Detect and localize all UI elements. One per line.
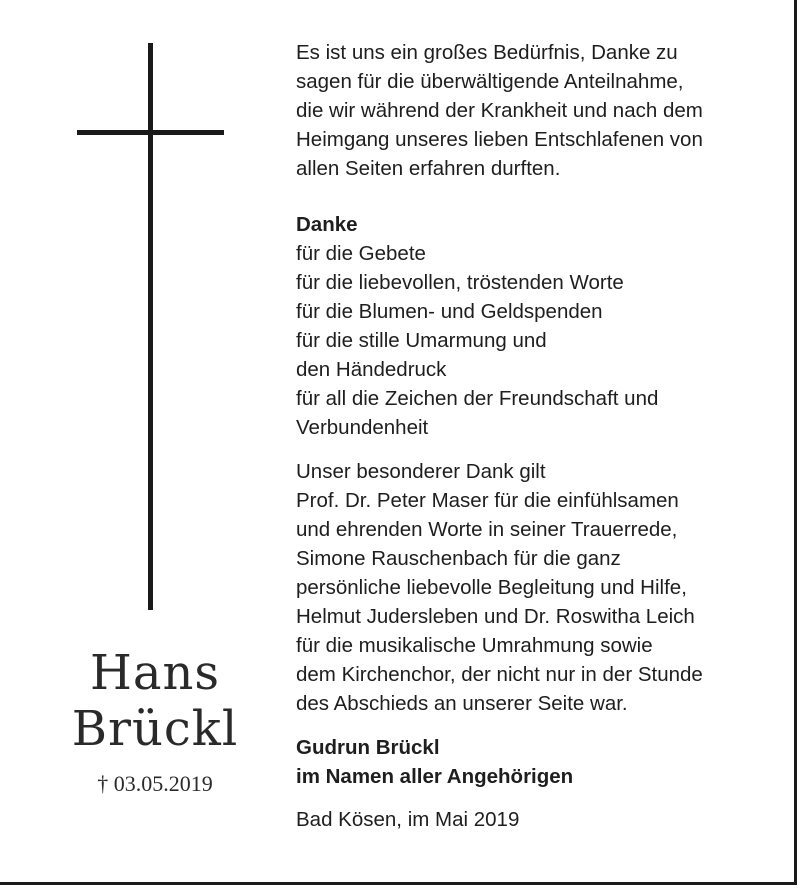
danke-item: für die Blumen- und Geldspenden [296,300,603,323]
danke-heading: Danke [296,213,358,236]
danke-item: für all die Zeichen der Freundschaft und [296,387,659,410]
thanks-line: und ehrenden Worte in seiner Trauerrede, [296,518,678,541]
danke-item: den Händedruck [296,358,447,381]
danke-item: für die liebevollen, tröstenden Worte [296,271,624,294]
thank-you-text [296,38,786,834]
deceased-name-block [40,645,270,797]
thanks-line: Prof. Dr. Peter Maser für die einfühlsamen [296,489,679,512]
thanks-line: persönliche liebevolle Begleitung und Hilfe, [296,576,687,599]
thanks-line: dem Kirchenchor, der nicht nur in der Stunde [296,663,703,686]
danke-item: für die stille Umarmung und [296,329,547,352]
intro-line: Es ist uns ein großes Bedürfnis, Danke zu [296,41,678,64]
thanks-line: für die musikalische Umrahmung sowie [296,634,653,657]
signature-name: Gudrun Brückl [296,736,440,759]
thanks-line: Simone Rauschenbach für die ganz [296,547,621,570]
cross-icon-vertical-bar [148,43,153,610]
deceased-last-name: Brückl [71,701,239,757]
thanks-line: Helmut Judersleben und Dr. Roswitha Leich [296,605,695,628]
signature-subline: im Namen aller Angehörigen [296,765,574,788]
danke-item: Verbundenheit [296,416,429,439]
place-date: Bad Kösen, im Mai 2019 [296,808,520,831]
signature [296,733,786,791]
intro-paragraph [296,38,786,183]
cross-icon-horizontal-bar [77,130,224,135]
thanks-line: des Abschieds an unserer Seite war. [296,692,628,715]
deceased-first-name: Hans [89,645,221,701]
intro-line: allen Seiten erfahren durften. [296,157,561,180]
intro-line: Heimgang unseres lieben Entschlafenen von [296,128,703,151]
special-thanks-paragraph [296,457,786,718]
intro-line: sagen für die überwältigende Anteilnahme, [296,70,684,93]
danke-item: für die Gebete [296,242,426,265]
danke-list [296,239,786,442]
intro-line: die wir während der Krankheit und nach dem [296,99,703,122]
thanks-line: Unser besonderer Dank gilt [296,460,546,483]
death-date: † 03.05.2019 [97,771,213,796]
